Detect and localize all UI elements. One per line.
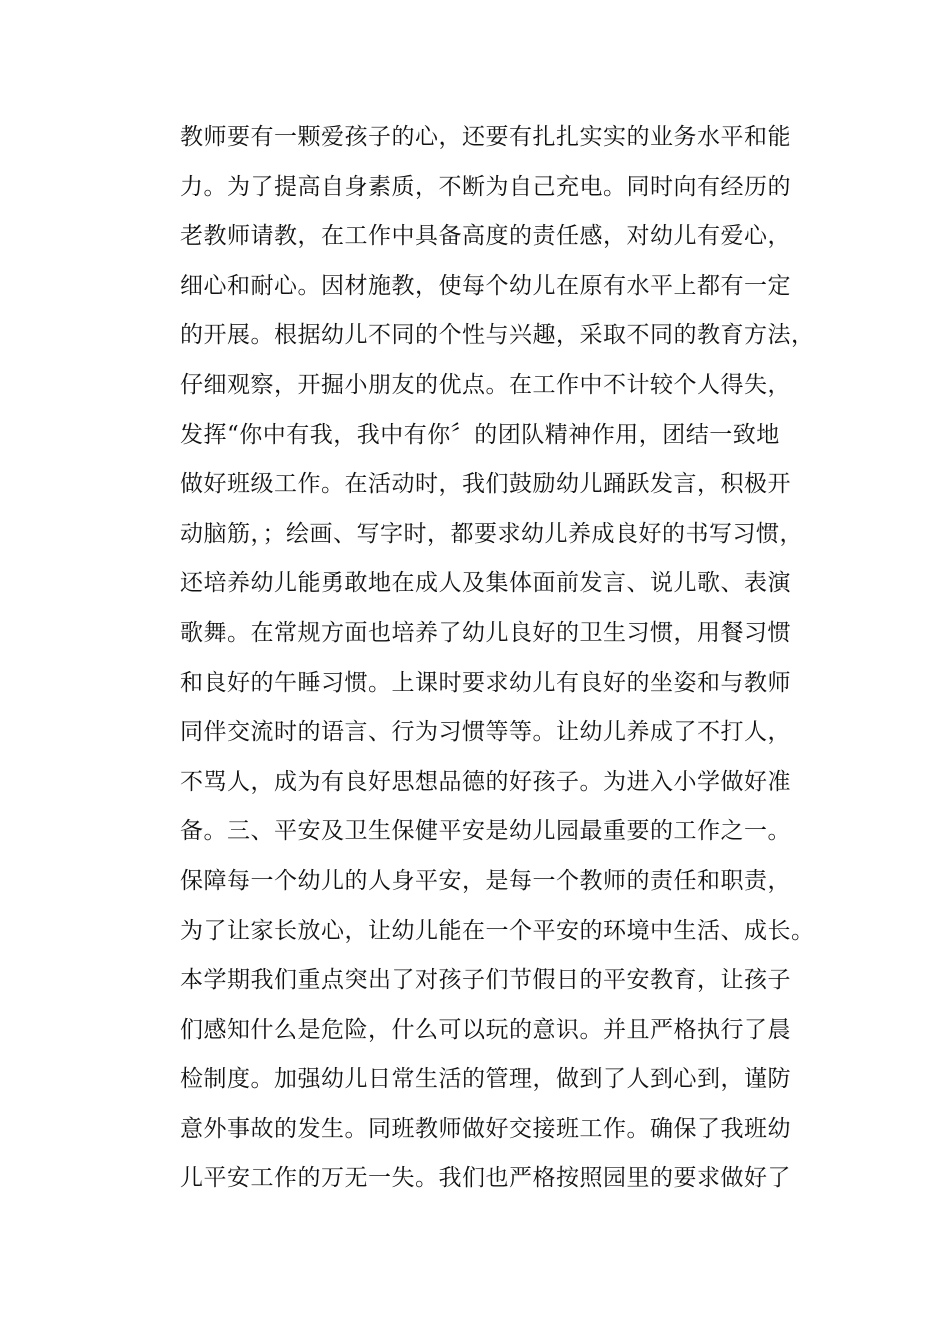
text-line: 做好班级工作。在活动时，我们鼓励幼儿踊跃发言，积极开 [180, 471, 791, 498]
text-line: 备。三、平安及卫生保健平安是幼儿园最重要的工作之一。 [180, 818, 791, 845]
text-line: 仔细观察，开掘小朋友的优点。在工作中不计较个人得失， [180, 371, 791, 398]
text-line: 教师要有一颗爱孩子的心，还要有扎扎实实的业务水平和能 [180, 124, 791, 150]
text-line: 不骂人，成为有良好思想品德的好孩子。为进入小学做好准 [180, 768, 791, 795]
text-line: 同伴交流时的语言、行为习惯等等。让幼儿养成了不打人， [180, 719, 791, 746]
body-text [180, 113, 815, 1204]
text-line: 发挥“你中有我，我中有你〞的团队精神作用，团结一致地 [180, 421, 780, 448]
text-line: 本学期我们重点突出了对孩子们节假日的平安教育，让孩子 [180, 967, 791, 994]
text-line: 动脑筋，；绘画、写字时，都要求幼儿养成良好的书写习惯， [180, 520, 803, 547]
text-line: 们感知什么是危险，什么可以玩的意识。并且严格执行了晨 [180, 1016, 791, 1043]
text-line: 和良好的午睡习惯。上课时要求幼儿有良好的坐姿和与教师 [180, 669, 791, 696]
text-line: 儿平安工作的万无一失。我们也严格按照园里的要求做好了 [180, 1165, 791, 1192]
text-line: 的开展。根据幼儿不同的个性与兴趣，采取不同的教育方法， [180, 322, 815, 349]
text-line: 意外事故的发生。同班教师做好交接班工作。确保了我班幼 [180, 1115, 791, 1142]
text-line: 保障每一个幼儿的人身平安，是每一个教师的责任和职责， [180, 867, 791, 894]
text-line: 老教师请教，在工作中具备高度的责任感，对幼儿有爱心， [180, 223, 791, 250]
text-line: 检制度。加强幼儿日常生活的管理，做到了人到心到，谨防 [180, 1066, 791, 1093]
text-line: 细心和耐心。因材施教，使每个幼儿在原有水平上都有一定 [180, 272, 791, 299]
text-line: 力。为了提高自身素质，不断为自己充电。同时向有经历的 [180, 173, 791, 200]
text-line: 为了让家长放心，让幼儿能在一个平安的环境中生活、成长。 [180, 917, 815, 944]
text-line: 歌舞。在常规方面也培养了幼儿良好的卫生习惯，用餐习惯 [180, 619, 791, 646]
text-line: 还培养幼儿能勇敢地在成人及集体面前发言、说儿歌、表演 [180, 570, 791, 597]
